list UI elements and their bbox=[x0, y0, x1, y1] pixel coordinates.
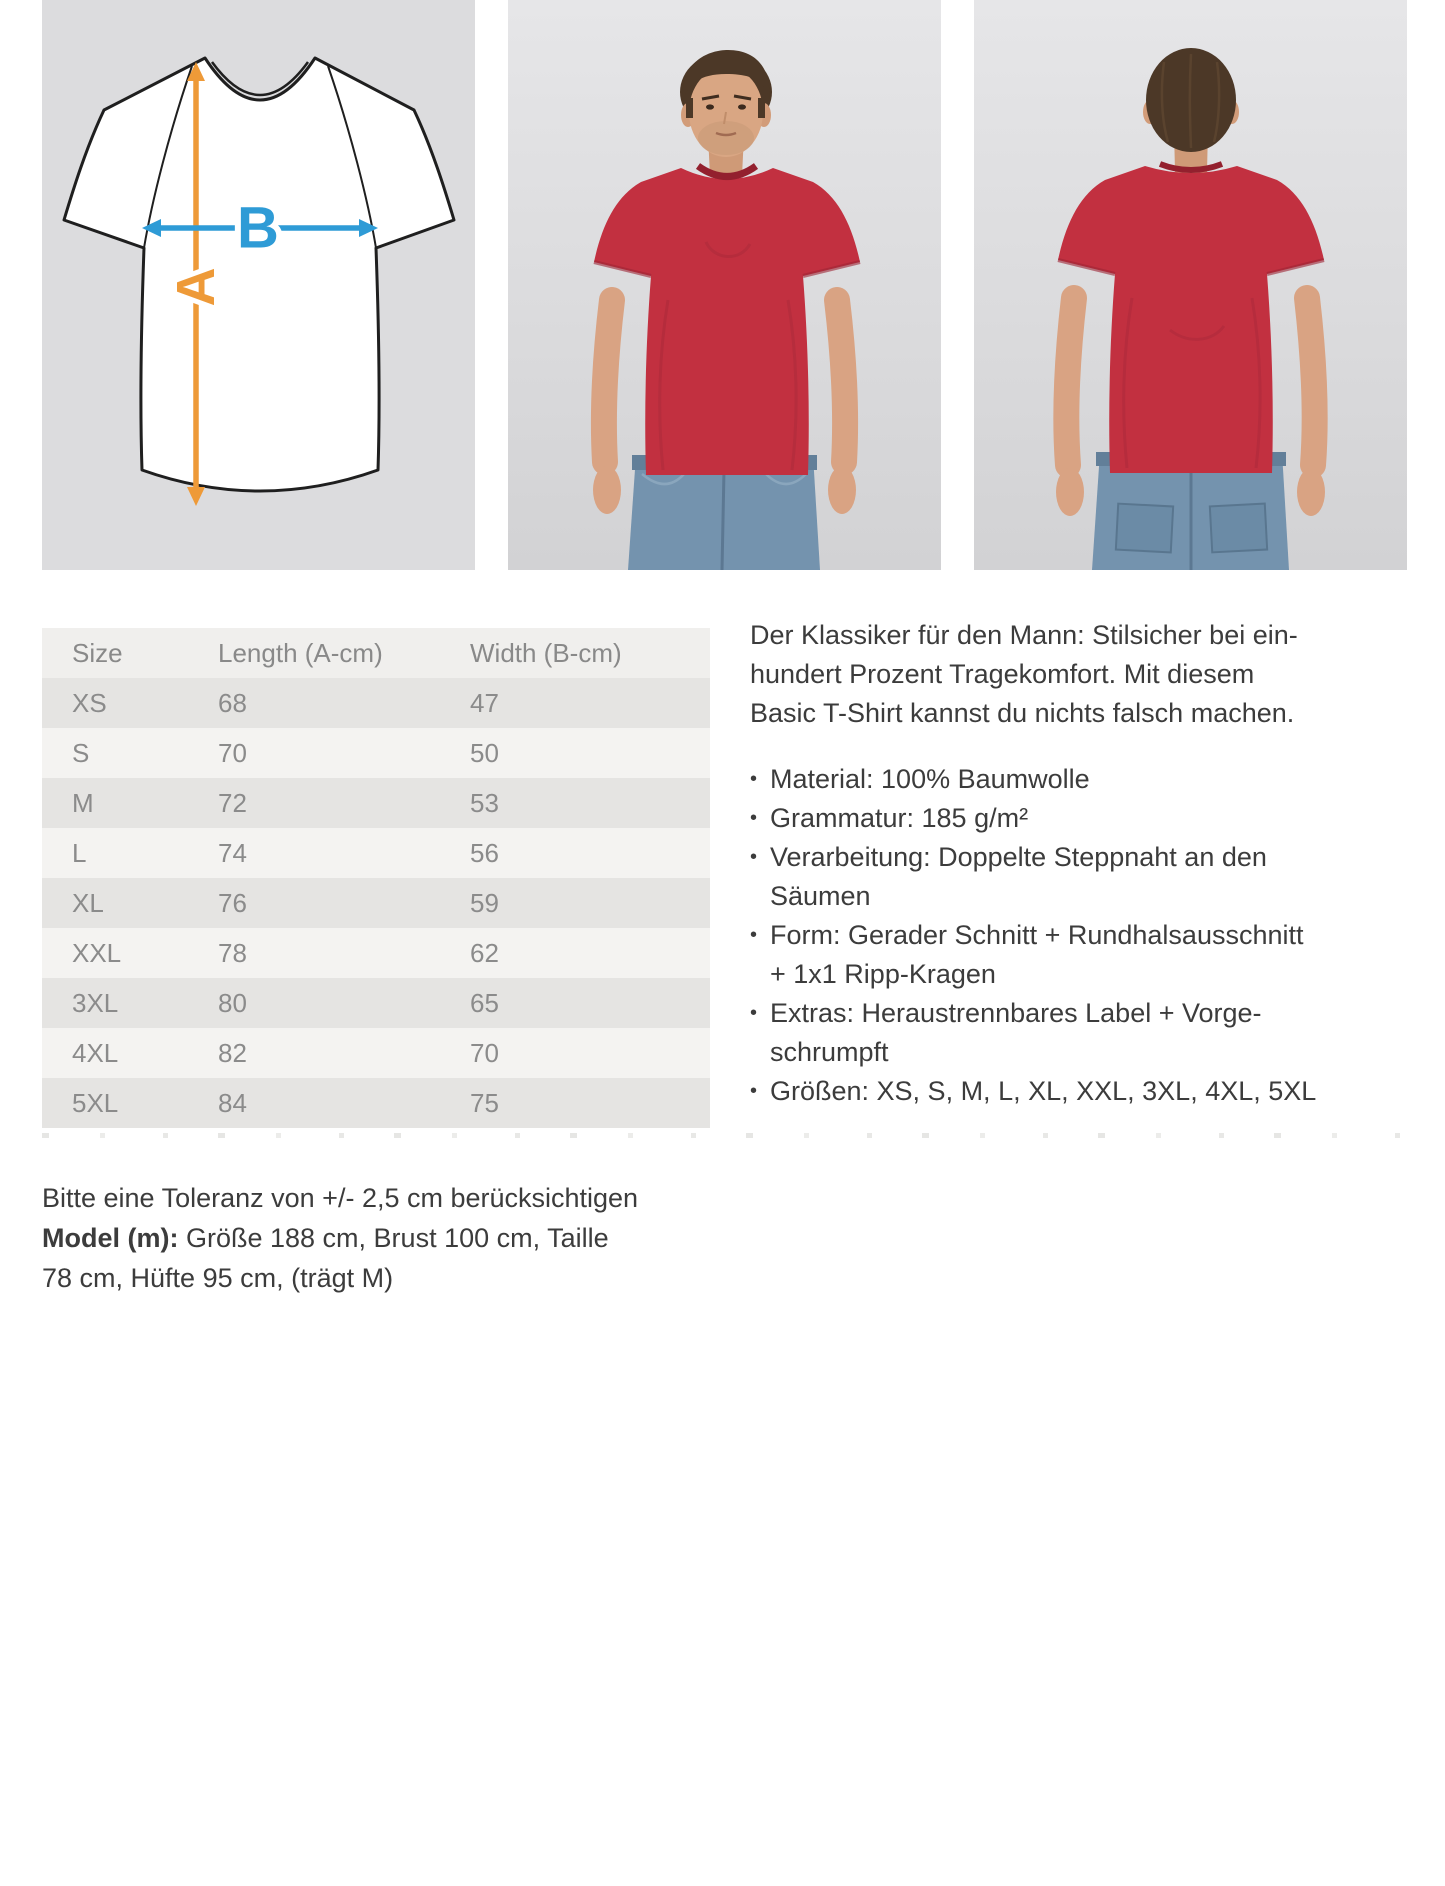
column-header-width: Width (B-cm) bbox=[470, 637, 622, 668]
bullet-text: Säumen bbox=[770, 881, 871, 911]
right-hand bbox=[1297, 468, 1325, 516]
label-b: B bbox=[237, 195, 279, 261]
cell-size: XL bbox=[72, 887, 104, 918]
bullet-icon: • bbox=[750, 846, 758, 868]
list-item bbox=[750, 916, 1430, 994]
left-hand bbox=[593, 466, 621, 514]
column-header-length: Length (A-cm) bbox=[218, 637, 383, 668]
cell-width: 59 bbox=[470, 887, 499, 918]
cell-length: 84 bbox=[218, 1087, 247, 1118]
cell-length: 82 bbox=[218, 1037, 247, 1068]
tshirt-measurement-diagram bbox=[42, 0, 475, 570]
bullet-text: + 1x1 Ripp-Kragen bbox=[770, 959, 996, 989]
model-back-photo-panel bbox=[974, 0, 1407, 570]
bullet-icon: • bbox=[750, 1002, 758, 1024]
model-front-photo-panel bbox=[508, 0, 941, 570]
cell-size: XXL bbox=[72, 937, 122, 968]
right-hand bbox=[828, 466, 856, 514]
table-row bbox=[42, 728, 710, 778]
size-chart-table bbox=[42, 628, 710, 1128]
table-row bbox=[42, 778, 710, 828]
cell-width: 56 bbox=[470, 837, 499, 868]
model-note-line2: 78 cm, Hüfte 95 cm, (trägt M) bbox=[42, 1263, 394, 1293]
bullet-text: schrumpft bbox=[770, 1037, 889, 1067]
bullet-icon: • bbox=[750, 807, 758, 829]
cell-width: 70 bbox=[470, 1037, 499, 1068]
cell-length: 70 bbox=[218, 737, 247, 768]
bullet-text: Grammatur: 185 g/m² bbox=[770, 803, 1029, 833]
list-item bbox=[750, 994, 1430, 1072]
table-row bbox=[42, 678, 710, 728]
tshirt-outline bbox=[64, 58, 454, 491]
bullet-icon: • bbox=[750, 768, 758, 790]
list-item bbox=[750, 1072, 1430, 1111]
measurement-notes bbox=[42, 1178, 682, 1298]
model-back-photo bbox=[974, 0, 1407, 570]
cell-length: 76 bbox=[218, 887, 247, 918]
cell-length: 78 bbox=[218, 937, 247, 968]
left-hand bbox=[1056, 468, 1084, 516]
cell-size: XS bbox=[72, 687, 107, 718]
model-note-line1 bbox=[42, 1218, 682, 1258]
description-line: Basic T-Shirt kannst du nichts falsch machen. bbox=[750, 698, 1295, 728]
product-description bbox=[750, 616, 1430, 1111]
bullet-text: Größen: XS, S, M, L, XL, XXL, 3XL, 4XL, 5XL bbox=[770, 1076, 1317, 1106]
cell-size: 4XL bbox=[72, 1037, 119, 1068]
cell-width: 47 bbox=[470, 687, 499, 718]
list-item bbox=[750, 799, 1430, 838]
column-header-size: Size bbox=[72, 637, 123, 668]
cell-length: 74 bbox=[218, 837, 247, 868]
description-paragraph bbox=[750, 616, 1430, 733]
cell-width: 50 bbox=[470, 737, 499, 768]
cell-length: 80 bbox=[218, 987, 247, 1018]
table-row bbox=[42, 928, 710, 978]
table-row bbox=[42, 878, 710, 928]
size-chart-header-row bbox=[42, 628, 710, 678]
bullet-icon: • bbox=[750, 1080, 758, 1102]
cell-size: S bbox=[72, 737, 90, 768]
bullet-text: Form: Gerader Schnitt + Rundhalsausschnitt bbox=[770, 920, 1304, 950]
cell-width: 53 bbox=[470, 787, 499, 818]
cell-length: 72 bbox=[218, 787, 247, 818]
description-line: Der Klassiker für den Mann: Stilsicher bei ein- bbox=[750, 620, 1298, 650]
tolerance-note: Bitte eine Toleranz von +/- 2,5 cm berücksichtigen bbox=[42, 1183, 639, 1213]
cell-width: 65 bbox=[470, 987, 499, 1018]
cell-size: M bbox=[72, 787, 94, 818]
feature-list bbox=[750, 760, 1430, 1111]
cell-size: 3XL bbox=[72, 987, 119, 1018]
table-row bbox=[42, 828, 710, 878]
size-diagram-panel bbox=[42, 0, 475, 570]
model-note-text: Größe 188 cm, Brust 100 cm, Taille bbox=[178, 1223, 609, 1253]
list-item bbox=[750, 760, 1430, 799]
table-row bbox=[42, 1078, 710, 1128]
bullet-text: Extras: Heraustrennbares Label + Vorge- bbox=[770, 998, 1262, 1028]
cell-length: 68 bbox=[218, 687, 247, 718]
bullet-text: Material: 100% Baumwolle bbox=[770, 764, 1090, 794]
table-row bbox=[42, 978, 710, 1028]
clipped-row-artifact bbox=[42, 1133, 1414, 1138]
cell-size: L bbox=[72, 837, 87, 868]
model-note-label: Model (m): bbox=[42, 1223, 179, 1253]
model-front-photo bbox=[508, 0, 941, 570]
table-row bbox=[42, 1028, 710, 1078]
list-item bbox=[750, 838, 1430, 916]
cell-width: 62 bbox=[470, 937, 499, 968]
cell-size: 5XL bbox=[72, 1087, 119, 1118]
description-line: hundert Prozent Tragekomfort. Mit diesem bbox=[750, 659, 1255, 689]
cell-width: 75 bbox=[470, 1087, 499, 1118]
bullet-icon: • bbox=[750, 924, 758, 946]
bullet-text: Verarbeitung: Doppelte Steppnaht an den bbox=[770, 842, 1267, 872]
label-a: A bbox=[166, 267, 226, 307]
